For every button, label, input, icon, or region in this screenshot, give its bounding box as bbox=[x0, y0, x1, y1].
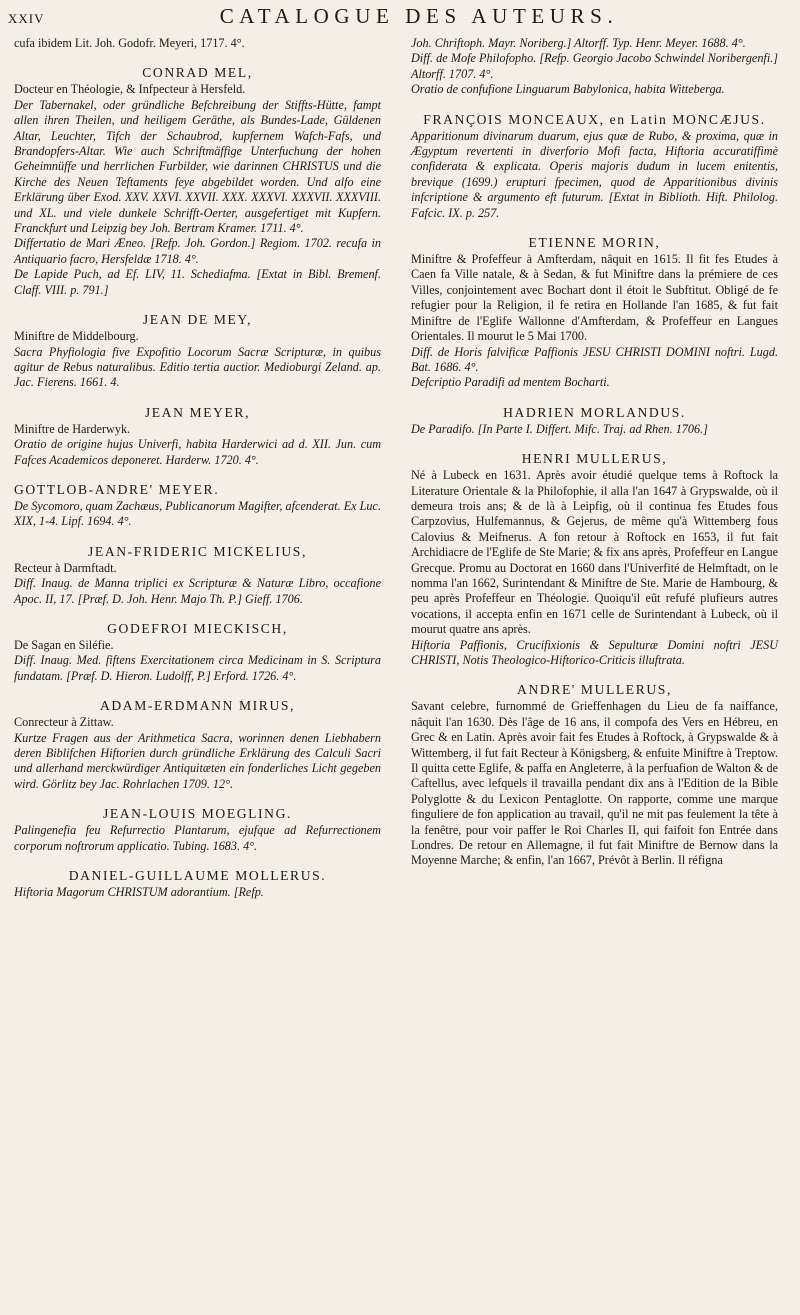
right-column bbox=[411, 36, 778, 900]
work-entry: Differtatio de Mari Æneo. [Refp. Joh. Gordon.] Regiom. 1702. recufa in Antiquario facro, Hersfeldæ 1718. 4°. bbox=[14, 236, 381, 266]
author-role: Conrecteur à Zittaw. bbox=[14, 715, 114, 730]
author-heading: ETIENNE MORIN, bbox=[528, 235, 661, 251]
author-biography: Né à Lubeck en 1631. Après avoir étudié quelque tems à Roftock la Literature Orientale & la Philofophie, il alla l'an 1647 à Grypswalde, où il demeura trois ans; & de là à Leipfig, où il continua fes Etudes fous Carpzovius, Hulfemannus, & Gejerus, de même qu'à Wittemberg fous Calovius & Meifnerus. A fon retour à Roftock en 1653, il fut fait Archidiacre de l'Eglife de Ste Marie; & fix ans après, Profeffeur en Langue Grecque. Promu au Doctorat en 1660 dans l'Univerfité de Helmftadt, on le nomma l'an 1662, Surintendant & Miniftre de Ste. Marie de Hambourg, & peu après Profeffeur en Théologie. Quoiqu'il eût refufé plufieurs autres vocations, il accepta enfin en 1671 celle de Surintendant à Lubeck, où il mourut quatre ans après. bbox=[411, 468, 778, 637]
author-heading: GOTTLOB-ANDRE' MEYER. bbox=[14, 481, 220, 497]
author-heading: DANIEL-GUILLAUME MOLLERUS. bbox=[68, 868, 327, 884]
author-heading: GODEFROI MIECKISCH, bbox=[107, 620, 288, 636]
page-folio: XXIV bbox=[8, 11, 45, 26]
author-heading: HADRIEN MORLANDUS. bbox=[503, 404, 686, 420]
work-entry: Hiftoria Magorum CHRISTUM adorantium. [Refp. bbox=[14, 885, 264, 900]
author-role: Docteur en Théologie, & Infpecteur à Hersfeld. bbox=[14, 82, 246, 97]
work-entry: Diff. de Mofe Philofopho. [Refp. Georgio Jacobo Schwindel Noribergenfi.] Altorff. 1707. 4°. bbox=[411, 51, 778, 81]
author-heading: JEAN DE MEY, bbox=[142, 312, 253, 328]
work-entry: Der Tabernakel, oder gründliche Befchreibung der Stiffts-Hütte, fampt allen ihren Theilen, und heiligem Geräthe, als Bundes-Lade, Güldenen Altar, Leuchter, Tifch der Schaubrod, kupfernem Wafch-Fafs, und Brandopfers-Altar. Wie auch Schriftmäffige Unterfuchung der hohen Geheimnüffe und herrlichen Furbilder, wie darinnen CHRISTUS und die Kirche des Neuen Teftaments feye abgebildet worden. Und alfo eine Erklärung über Exod. XXV. XXVI. XXVII. XXX. XXXVI. XXXVII. XXXVIII. und XL. und viele dunkele Schrifft-Oerter, ausgefertiget mit Kupfern. Franckfurt und Leipzig bey Joh. Bertram Kramer. 1711. 4°. bbox=[14, 97, 381, 236]
work-entry: De Paradifo. [In Parte I. Differt. Mifc. Traj. ad Rhen. 1706.] bbox=[411, 421, 708, 436]
author-heading: HENRI MULLERUS, bbox=[521, 451, 668, 467]
left-column bbox=[14, 36, 381, 900]
continued-entry: cufa ibidem Lit. Joh. Godofr. Meyeri, 1717. 4°. bbox=[14, 36, 245, 50]
author-heading: FRANÇOIS MONCEAUX, en Latin MONCÆJUS. bbox=[423, 111, 766, 127]
work-entry: Apparitionum divinarum duarum, ejus quæ de Rubo, & proxima, quæ in Ægyptum revertenti in diverforio Mofi facta, Hiftoria accuratiffimè confiderata & explicata. Operis majoris dudum in lucem enitentis, brevique (1699.) erupturi fpecimen, quod de Apparitionibus divinis infcriptione & argumento eft futurum. [Extat in Biblioth. Hift. Philolog. Fafcic. IX. p. 257. bbox=[411, 128, 778, 220]
author-role: Miniftre de Middelbourg. bbox=[14, 329, 139, 344]
work-entry: Oratio de origine hujus Univerfi, habita Harderwici ad d. XII. Jun. cum Fafces Academicos deponeret. Harderw. 1720. 4°. bbox=[14, 437, 381, 467]
author-heading: ADAM-ERDMANN MIRUS, bbox=[99, 698, 296, 714]
two-column-body bbox=[14, 36, 778, 900]
author-biography: Savant celebre, furnommé de Grieffenhagen du Lieu de fa naiffance, nâquit l'an 1630. Dès l'âge de 16 ans, il compofa des Vers en Hébreu, en Grec & en Latin. Après avoir fait fes Etudes à Roftock, à Grypswalde & à Wittemberg, il fut fait Recteur à Königsberg, & enfuite Miniftre à Treptow. Il quitta cette Eglife, & paffa en Angleterre, à la perfuafion de Walton & de Caftellus, avec lefquels il travailla pendant dix ans à l'Edition de la Bible Polyglotte & du Lexicon Pentaglotte. On rapporte, comme une marque finguliere de fon application au travail, qu'il ne mit pas feulement la tête à la fenêtre, pour voir paffer le Roi Charles II, qui faifoit fon Entrée dans Londres. De retour en Allemagne, il fut fait Miniftre de Bernow dans la Moyenne Marche; & enfin, l'an 1667, Prévôt à Berlin. Il réfigna bbox=[411, 699, 778, 868]
work-entry: De Lapide Puch, ad Ef. LIV, 11. Schediafma. [Extat in Bibl. Bremenf. Claff. VIII. p. 791.] bbox=[14, 267, 381, 297]
work-entry: Oratio de confufione Linguarum Babylonica, habita Witteberga. bbox=[411, 82, 725, 97]
work-entry: Defcriptio Paradifi ad mentem Bocharti. bbox=[411, 375, 610, 390]
author-role: Recteur à Darmftadt. bbox=[14, 560, 117, 575]
author-heading: ANDRE' MULLERUS, bbox=[517, 682, 672, 698]
author-role: De Sagan en Siléfie. bbox=[14, 637, 114, 652]
work-entry: Hiftoria Paffionis, Crucifixionis & Sepulturæ Domini noftri JESU CHRISTI, Notis Theologico-Hiftorico-Criticis illuftrata. bbox=[411, 637, 778, 667]
work-entry: Sacra Phyfiologia five Expofitio Locorum Sacræ Scripturæ, in quibus agitur de Rebus naturalibus. Editio tertia auctior. Medioburgi Zeland. ap. Jac. Fierens. 1661. 4. bbox=[14, 344, 381, 390]
work-entry: Palingenefia feu Refurrectio Plantarum, ejufque ad Refurrectionem corporum noftrorum applicatio. Tubing. 1683. 4°. bbox=[14, 823, 381, 853]
work-entry: Diff. Inaug. Med. fiftens Exercitationem circa Medicinam in S. Scriptura fundatam. [Præf. D. Hieron. Ludolff, P.] Erford. 1726. 4°. bbox=[14, 653, 381, 683]
author-role: Miniftre de Harderwyk. bbox=[14, 421, 131, 436]
author-heading: JEAN MEYER, bbox=[144, 404, 251, 420]
author-heading: CONRAD MEL, bbox=[142, 65, 253, 81]
work-entry: Diff. de Horis falvificæ Paffionis JESU CHRISTI DOMINI noftri. Lugd. Bat. 1686. 4°. bbox=[411, 344, 778, 374]
running-head bbox=[8, 4, 786, 34]
author-heading: JEAN-LOUIS MOEGLING. bbox=[102, 806, 293, 822]
continued-entry: Joh. Chriftoph. Mayr. Noriberg.] Altorff. Typ. Henr. Meyer. 1688. 4°. bbox=[411, 36, 746, 50]
work-entry: Kurtze Fragen aus der Arithmetica Sacra, worinnen denen Liebhabern deren Biblifchen Hiftorien durch gründliche Erklärung des Calculi Sacri und allerhand merckwürdiger Antiquitæten ein fonderliches Licht gegeben wird. Görlitz bey Jac. Rohrlachen 1709. 12°. bbox=[14, 730, 381, 791]
work-entry: De Sycomoro, quam Zachæus, Publicanorum Magifter, afcenderat. Ex Luc. XIX, 1-4. Lipf. 1694. 4°. bbox=[14, 498, 381, 529]
author-biography: Miniftre & Profeffeur à Amfterdam, nâquit en 1615. Il fit fes Etudes à Caen fa Ville natale, & à Sedan, & fut Miniftre dans la prémiere de ces Villes, conjointement avec Bochart dont il étoit le Subftitut. Obligé de fe refugier pour la Religion, il fe retira en Hollande l'an 1685, & fut fait Miniftre de l'Eglife Wallonne d'Amfterdam, & Profeffeur en Langues Orientales. Il mourut le 5 Mai 1700. bbox=[411, 252, 778, 344]
work-entry: Diff. Inaug. de Manna triplici ex Scripturæ & Naturæ Libro, occafione Apoc. II, 17. [Præf. D. Joh. Henr. Majo Th. P.] Gieff. 1706. bbox=[14, 576, 381, 606]
catalogue-title: CATALOGUE DES AUTEURS. bbox=[219, 4, 619, 28]
author-heading: JEAN-FRIDERIC MICKELIUS, bbox=[88, 543, 307, 559]
